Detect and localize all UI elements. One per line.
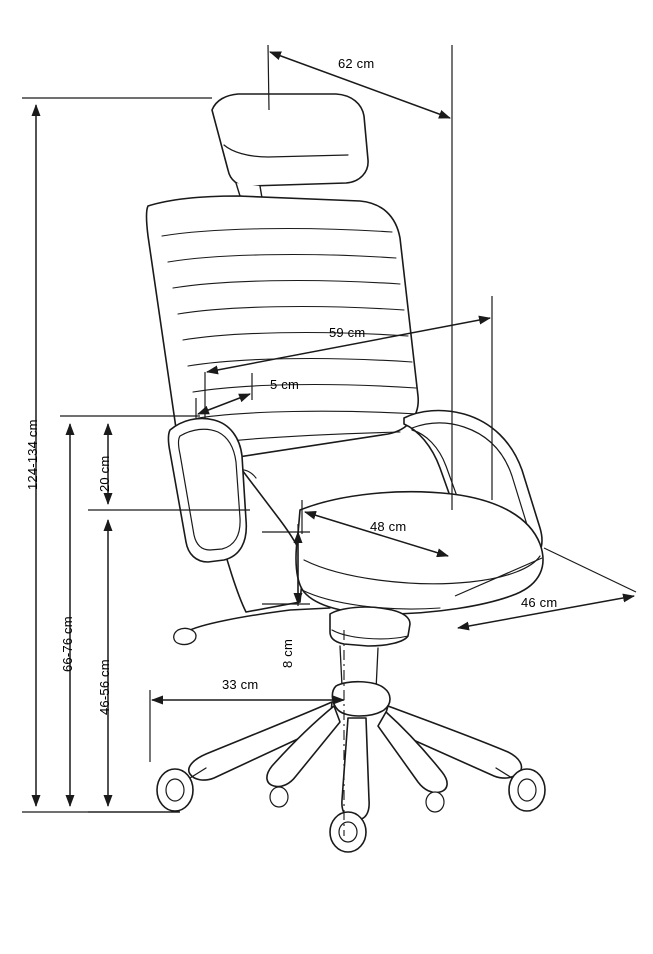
- label-base-diameter: 33 cm: [222, 677, 259, 692]
- chair-base: [157, 702, 545, 852]
- label-armrest-height: 20 cm: [97, 455, 112, 492]
- label-seat-width: 46 cm: [521, 595, 558, 610]
- label-total-height: 124-134 cm: [25, 419, 40, 490]
- headrest-shape: [212, 94, 368, 198]
- label-seat-thickness: 8 cm: [280, 639, 295, 668]
- seat-shape: [296, 492, 543, 614]
- label-armrest-from-floor: 66-76 cm: [60, 616, 75, 672]
- label-seat-height: 46-56 cm: [97, 659, 112, 715]
- left-armrest: [169, 418, 247, 562]
- tilt-lever: [174, 608, 330, 645]
- label-armrest-offset: 5 cm: [270, 377, 299, 392]
- label-backrest-height: 59 cm: [329, 325, 366, 340]
- label-overall-width: 62 cm: [338, 56, 375, 71]
- label-seat-depth: 48 cm: [370, 519, 407, 534]
